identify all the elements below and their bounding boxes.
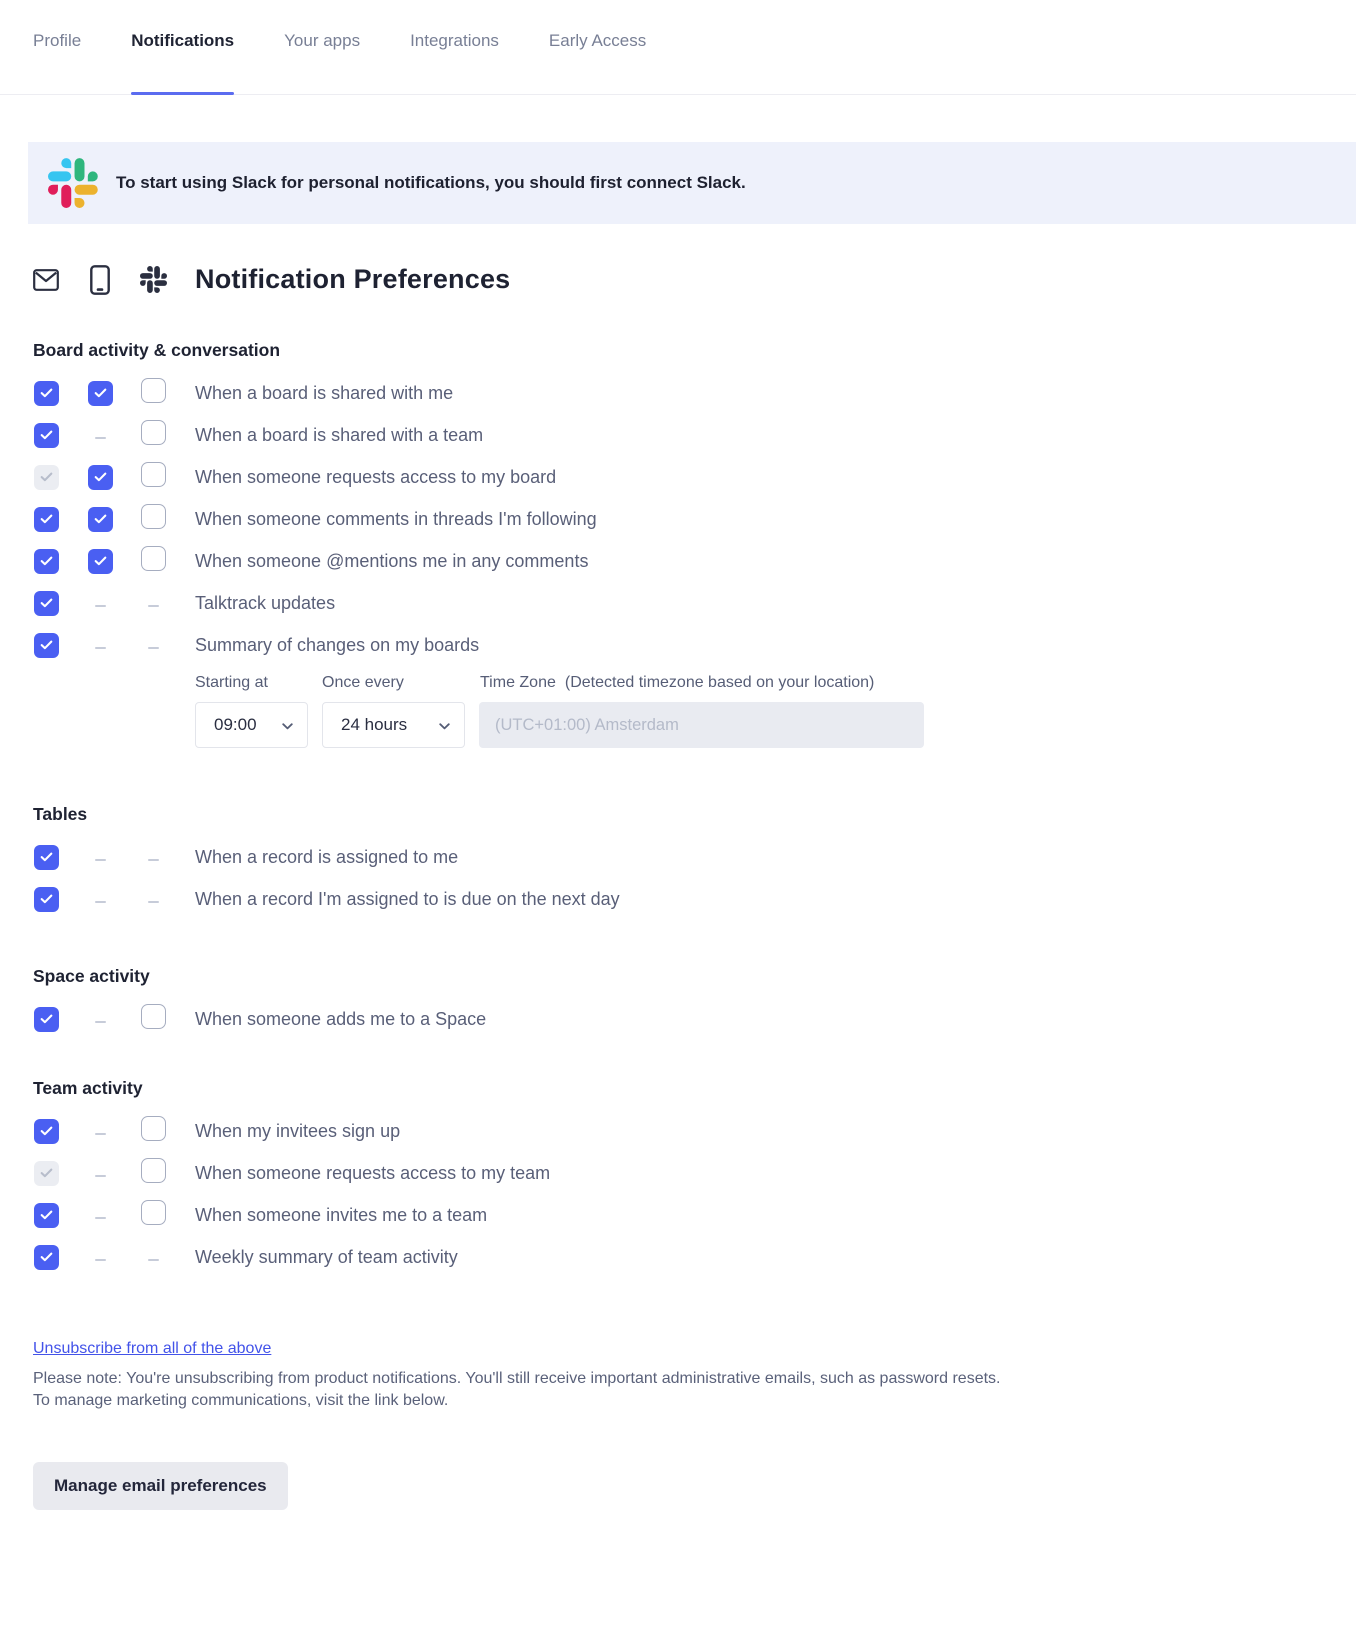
email-checkbox-cell <box>33 633 87 658</box>
row-label: When someone requests access to my team <box>195 1162 551 1183</box>
mobile-checkbox-cell <box>87 636 140 654</box>
email-checkbox-cell <box>33 1203 87 1228</box>
email-checkbox-cell <box>33 549 87 574</box>
email-checkbox-cell <box>33 465 87 490</box>
section-rows <box>33 998 1356 1040</box>
not-applicable-dash <box>95 647 106 649</box>
unsubscribe-all-link[interactable]: Unsubscribe from all of the above <box>33 1340 272 1357</box>
chevron-down-icon <box>439 715 450 735</box>
notification-row <box>33 878 1356 920</box>
notification-row <box>33 1152 1356 1194</box>
tab-label: Your apps <box>284 31 361 50</box>
once-every-select[interactable] <box>322 702 465 748</box>
mobile-checkbox-cell <box>87 1206 140 1224</box>
slack-checkbox[interactable] <box>141 1116 166 1141</box>
email-checkbox[interactable] <box>34 381 59 406</box>
row-label: Talktrack updates <box>195 592 336 613</box>
slack-connect-banner <box>28 142 1356 224</box>
tab[interactable] <box>549 0 646 94</box>
slack-checkbox-cell <box>140 378 195 408</box>
starting-at-value: 09:00 <box>214 715 257 734</box>
page-title: Notification Preferences <box>195 264 511 294</box>
slack-icon <box>140 266 195 293</box>
row-label: When a board is shared with a team <box>195 424 484 445</box>
slack-checkbox-cell <box>140 504 195 534</box>
not-applicable-dash <box>148 901 159 903</box>
not-applicable-dash <box>95 1217 106 1219</box>
email-checkbox[interactable] <box>34 423 59 448</box>
mobile-checkbox-cell <box>87 426 140 444</box>
row-label: When someone requests access to my board <box>195 466 557 487</box>
slack-checkbox-cell <box>140 636 195 654</box>
slack-checkbox-cell <box>140 890 195 908</box>
row-label: When a board is shared with me <box>195 382 454 403</box>
timezone-value: (UTC+01:00) Amsterdam <box>495 715 679 734</box>
slack-logo-icon <box>48 158 98 208</box>
not-applicable-dash <box>148 859 159 861</box>
email-checkbox-cell <box>33 591 87 616</box>
notification-row <box>33 1110 1356 1152</box>
unsubscribe-note <box>33 1368 1356 1412</box>
note-line-1: Please note: You're unsubscribing from product notifications. You'll still receive important administrative emails, such as password resets. <box>33 1370 1001 1387</box>
tab-label: Profile <box>33 31 82 50</box>
not-applicable-dash <box>95 1259 106 1261</box>
mobile-checkbox-cell <box>87 549 140 574</box>
email-checkbox-cell <box>33 887 87 912</box>
section-title: Team activity <box>33 1078 143 1098</box>
row-label: When a record I'm assigned to is due on the next day <box>195 888 620 909</box>
email-checkbox[interactable] <box>34 1203 59 1228</box>
mobile-checkbox-cell <box>87 507 140 532</box>
notification-row <box>33 414 1356 456</box>
mobile-checkbox[interactable] <box>88 381 113 406</box>
section-title: Tables <box>33 804 88 824</box>
section-tables <box>33 804 1356 920</box>
once-every-value: 24 hours <box>341 715 408 734</box>
mobile-checkbox-cell <box>87 465 140 490</box>
tab-label: Notifications <box>131 31 235 50</box>
section-rows <box>33 1110 1356 1278</box>
email-checkbox-cell <box>33 423 87 448</box>
mobile-checkbox-cell <box>87 1122 140 1140</box>
slack-checkbox-cell <box>140 1116 195 1146</box>
slack-checkbox-cell <box>140 594 195 612</box>
section-space-activity <box>33 966 1356 1040</box>
email-checkbox[interactable] <box>34 1245 59 1270</box>
slack-checkbox-cell <box>140 1004 195 1034</box>
mobile-checkbox-cell <box>87 1010 140 1028</box>
slack-checkbox[interactable] <box>141 546 166 571</box>
mobile-checkbox[interactable] <box>88 507 113 532</box>
footer <box>33 1340 1356 1510</box>
slack-checkbox-cell <box>140 1200 195 1230</box>
notification-row <box>33 540 1356 582</box>
not-applicable-dash <box>95 859 106 861</box>
email-checkbox-cell <box>33 1007 87 1032</box>
tab-bar <box>0 0 1356 95</box>
section-team-activity <box>33 1078 1356 1278</box>
starting-at-select[interactable] <box>195 702 308 748</box>
email-checkbox[interactable] <box>34 1007 59 1032</box>
row-label: When someone invites me to a team <box>195 1204 488 1225</box>
not-applicable-dash <box>95 1175 106 1177</box>
notification-row <box>33 456 1356 498</box>
mobile-checkbox[interactable] <box>88 549 113 574</box>
not-applicable-dash <box>148 1259 159 1261</box>
section-rows <box>33 372 1356 666</box>
row-label: When someone @mentions me in any comments <box>195 550 589 571</box>
summary-schedule <box>195 674 1356 748</box>
notification-row <box>33 624 1356 666</box>
starting-at-label: Starting at <box>195 674 268 691</box>
tab[interactable] <box>131 0 234 94</box>
not-applicable-dash <box>95 901 106 903</box>
slack-checkbox[interactable] <box>141 504 166 529</box>
not-applicable-dash <box>95 437 106 439</box>
notification-row <box>33 836 1356 878</box>
mobile-checkbox-cell <box>87 1248 140 1266</box>
preferences-header <box>33 264 1356 294</box>
slack-checkbox[interactable] <box>141 462 166 487</box>
section-title: Space activity <box>33 966 150 986</box>
banner-text: To start using Slack for personal notifications, you should first connect Slack. <box>116 173 746 192</box>
slack-checkbox[interactable] <box>141 1004 166 1029</box>
email-checkbox-cell <box>33 845 87 870</box>
email-checkbox <box>34 1161 59 1186</box>
notification-row <box>33 1194 1356 1236</box>
mobile-icon <box>90 265 140 295</box>
email-checkbox[interactable] <box>34 507 59 532</box>
slack-checkbox-cell <box>140 420 195 450</box>
section-board-activity <box>33 340 1356 748</box>
email-checkbox-cell <box>33 1119 87 1144</box>
email-checkbox[interactable] <box>34 633 59 658</box>
email-checkbox-cell <box>33 507 87 532</box>
section-rows <box>33 836 1356 920</box>
manage-email-preferences-button[interactable]: Manage email preferences <box>33 1462 288 1510</box>
slack-checkbox[interactable] <box>141 1200 166 1225</box>
email-checkbox <box>34 465 59 490</box>
email-checkbox[interactable] <box>34 845 59 870</box>
email-checkbox[interactable] <box>34 887 59 912</box>
notification-row <box>33 498 1356 540</box>
timezone-field <box>479 702 924 748</box>
slack-checkbox-cell <box>140 1158 195 1188</box>
mobile-checkbox-cell <box>87 848 140 866</box>
mobile-checkbox-cell <box>87 1164 140 1182</box>
tab[interactable] <box>284 0 360 94</box>
tab[interactable] <box>410 0 499 94</box>
row-label: When my invitees sign up <box>195 1120 401 1141</box>
not-applicable-dash <box>95 1021 106 1023</box>
timezone-hint: (Detected timezone based on your location) <box>564 674 875 691</box>
slack-checkbox[interactable] <box>141 420 166 445</box>
notification-row <box>33 1236 1356 1278</box>
email-checkbox[interactable] <box>34 549 59 574</box>
notification-row <box>33 372 1356 414</box>
not-applicable-dash <box>148 605 159 607</box>
email-checkbox-cell <box>33 1245 87 1270</box>
once-every-label: Once every <box>322 674 404 691</box>
row-label: When someone comments in threads I'm following <box>195 508 597 529</box>
tab-label: Integrations <box>410 31 499 50</box>
not-applicable-dash <box>95 1133 106 1135</box>
tab-label: Early Access <box>548 31 647 50</box>
tab[interactable] <box>33 0 81 94</box>
timezone-label: Time Zone <box>480 674 556 691</box>
slack-checkbox-cell <box>140 848 195 866</box>
mobile-checkbox-cell <box>87 890 140 908</box>
mobile-checkbox-cell <box>87 381 140 406</box>
slack-checkbox[interactable] <box>141 1158 166 1183</box>
row-label: Summary of changes on my boards <box>195 634 480 655</box>
email-icon <box>33 269 87 291</box>
section-title: Board activity & conversation <box>33 340 281 360</box>
notification-row <box>33 582 1356 624</box>
mobile-checkbox[interactable] <box>88 465 113 490</box>
slack-checkbox-cell <box>140 546 195 576</box>
note-line-2: To manage marketing communications, visit the link below. <box>33 1392 449 1409</box>
email-checkbox[interactable] <box>34 1119 59 1144</box>
row-label: Weekly summary of team activity <box>195 1246 458 1267</box>
row-label: When a record is assigned to me <box>195 846 459 867</box>
not-applicable-dash <box>95 605 106 607</box>
email-checkbox[interactable] <box>34 591 59 616</box>
slack-checkbox-cell <box>140 1248 195 1266</box>
slack-checkbox-cell <box>140 462 195 492</box>
row-label: When someone adds me to a Space <box>195 1008 487 1029</box>
slack-checkbox[interactable] <box>141 378 166 403</box>
chevron-down-icon <box>282 715 293 735</box>
notification-row <box>33 998 1356 1040</box>
not-applicable-dash <box>148 647 159 649</box>
mobile-checkbox-cell <box>87 594 140 612</box>
email-checkbox-cell <box>33 1161 87 1186</box>
email-checkbox-cell <box>33 381 87 406</box>
